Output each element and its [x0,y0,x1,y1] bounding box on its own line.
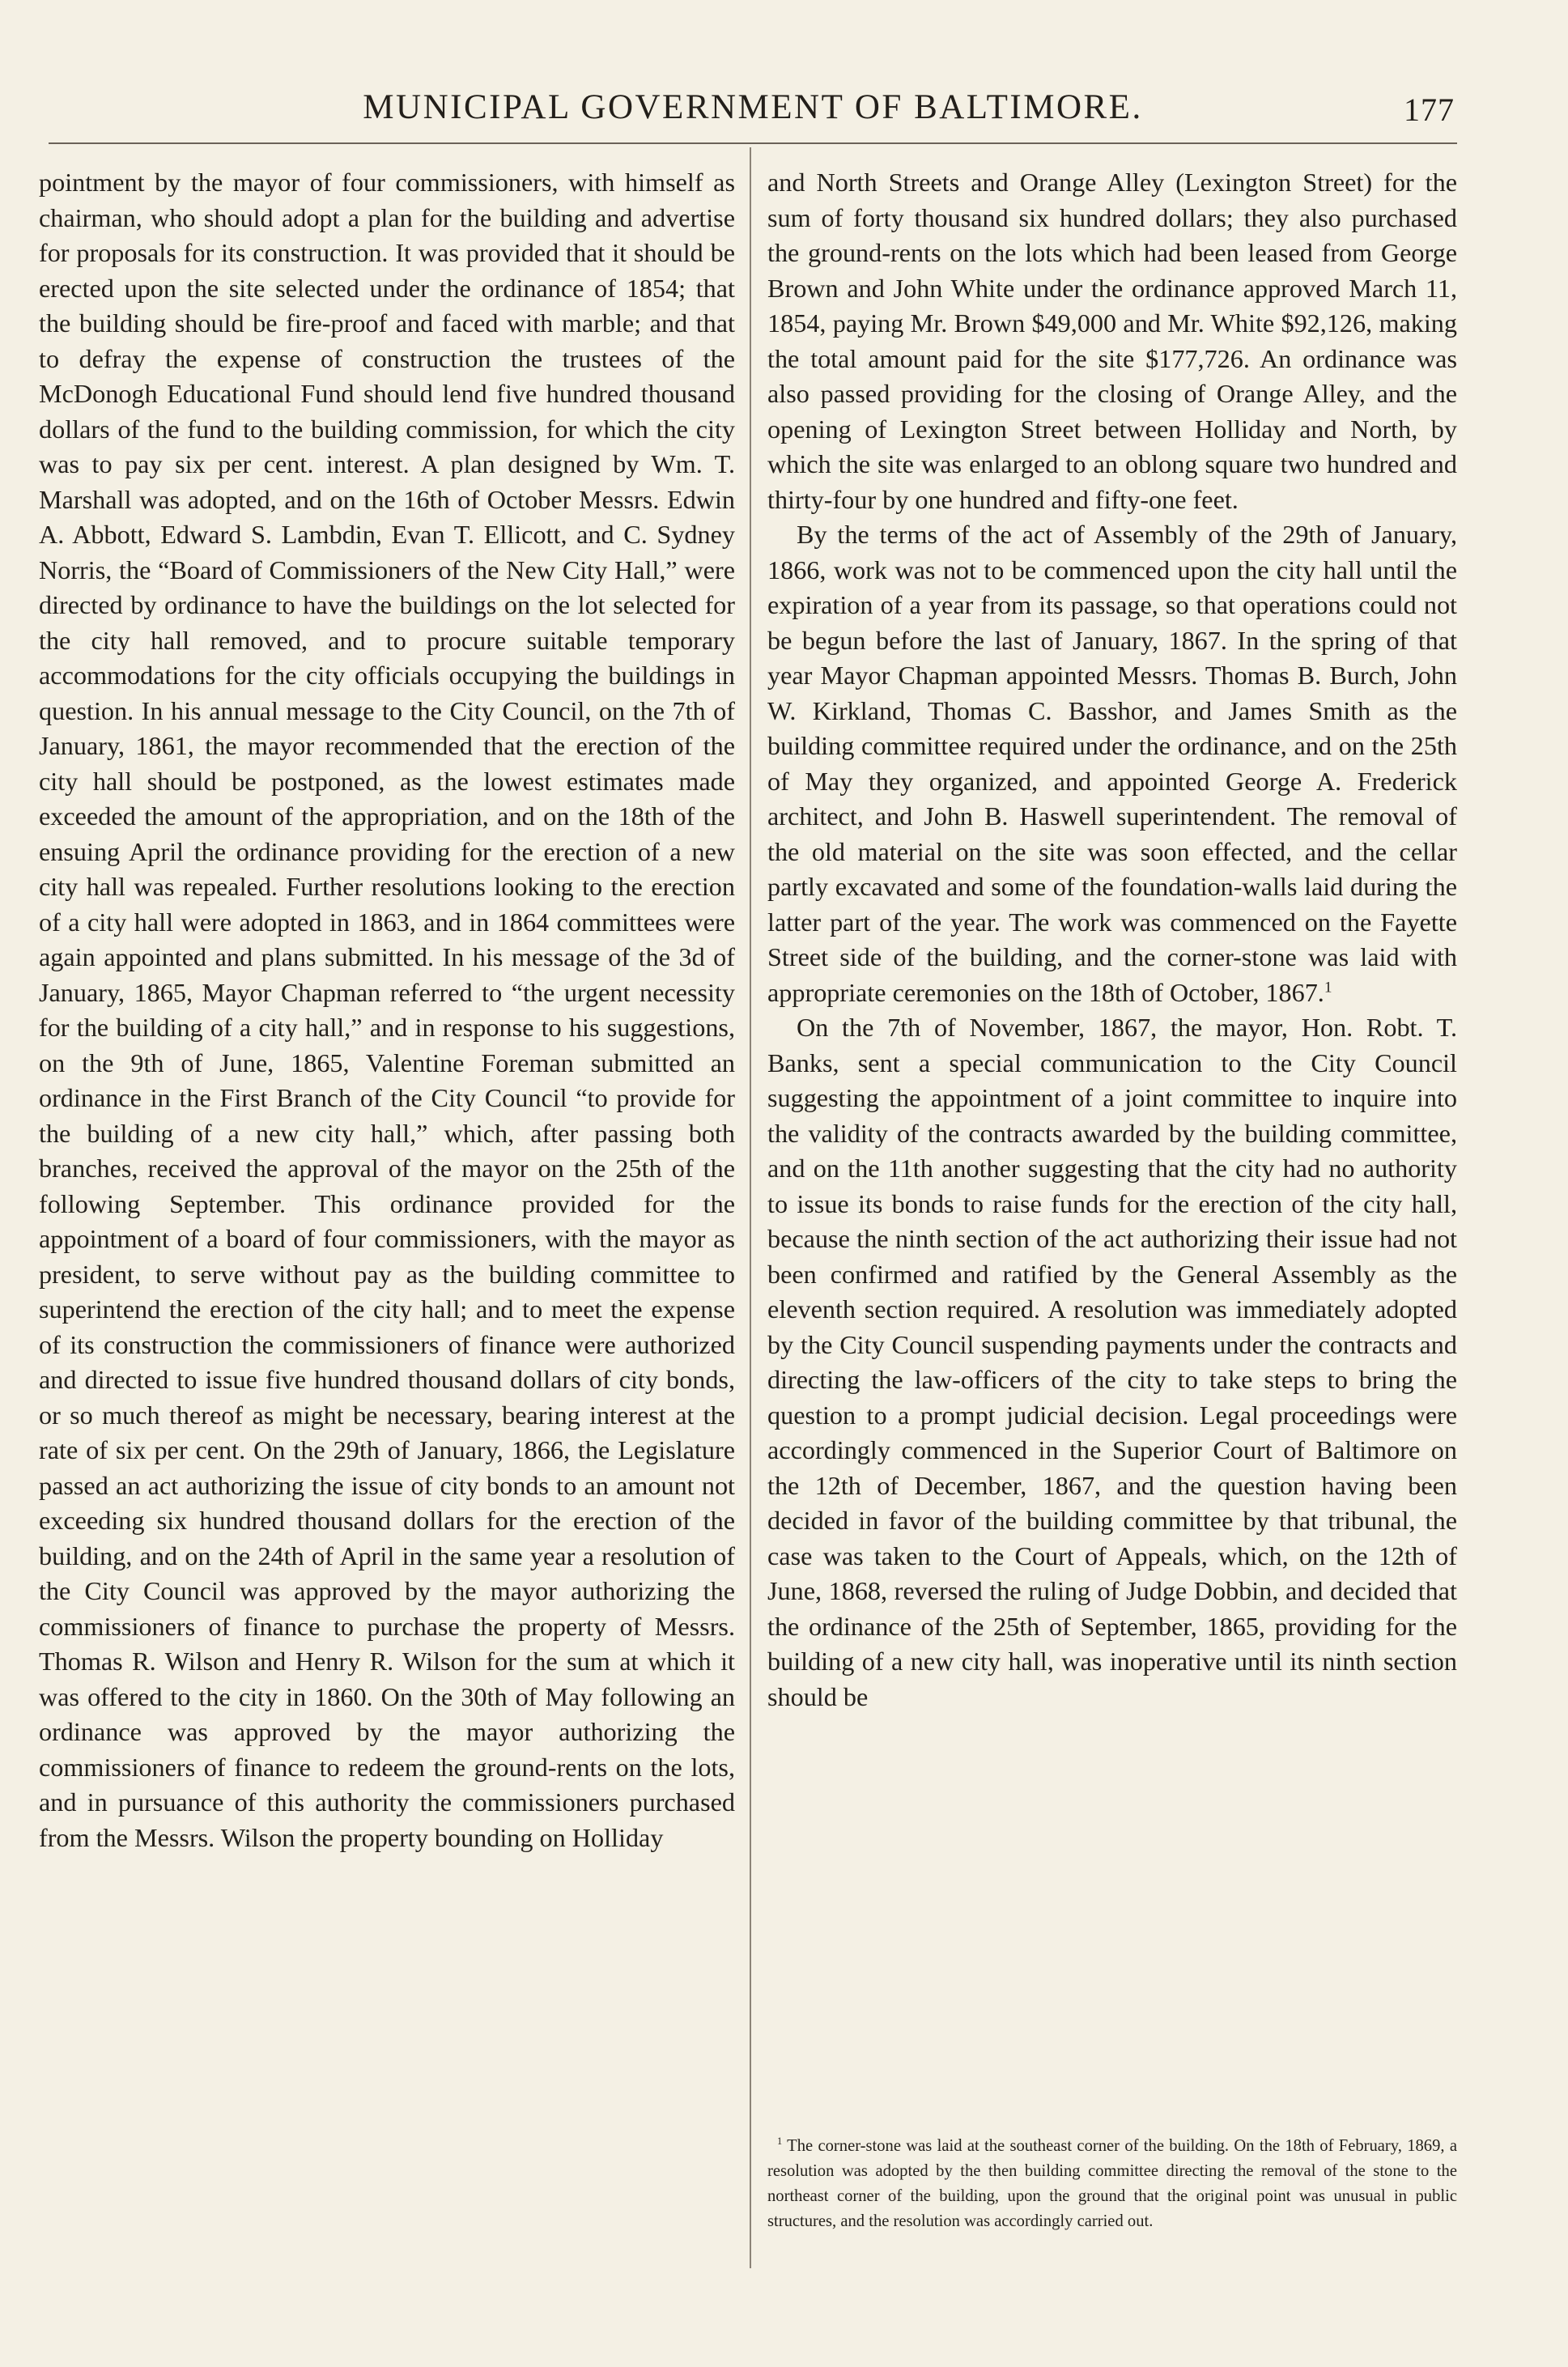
right-paragraph-3: On the 7th of November, 1867, the mayor, Hon. Robt. T. Banks, sent a special communication to the City Council suggesting the appointment of a joint committee to inquire into the validity of the contracts awarded by the building committee, and on the 11th another suggesting that the city had no authority to issue its bonds to raise funds for the erection of the city hall, because the ninth section of the act authorizing their issue had not been confirmed and ratified by the General Assembly as the eleventh section required. A resolution was immediately adopted by the City Council suspending payments under the contracts and directing the law-officers of the city to take steps to bring the question to a prompt judicial decision. Legal proceedings were accordingly commenced in the Superior Court of Baltimore on the 12th of December, 1867, and the question having been decided in favor of the building committee by that tribunal, the case was taken to the Court of Appeals, which, on the 12th of June, 1868, reversed the ruling of Judge Dobbin, and decided that the ordinance of the 25th of September, 1865, providing for the building of a new city hall, was inoperative until its ninth section should be [767,1013,1457,1711]
footnote-marker: 1 [777,2135,783,2148]
right-paragraph-2 [767,517,1457,1010]
right-paragraph-1: and North Streets and Orange Alley (Lexington Street) for the sum of forty thousand six hundred dollars; they also purchased the ground-rents on the lots which had been leased from George Brown and John White under the ordinance approved March 11, 1854, paying Mr. Brown $49,000 and Mr. White $92,126, making the total amount paid for the site $177,726. An ordinance was also passed providing for the closing of Orange Alley, and the opening of Lexington Street between Holliday and North, by which the site was enlarged to an oblong square two hundred and thirty-four by one hundred and fifty-one feet. [767,168,1457,514]
right-column [767,165,1457,1715]
running-title: MUNICIPAL GOVERNMENT OF BALTIMORE. [363,88,1143,126]
footnote-paragraph [767,2134,1457,2234]
footnote-reference: 1 [1324,978,1332,996]
column-divider [750,147,751,2268]
footnote [767,2134,1457,2234]
header-rule [49,142,1457,144]
left-column [39,165,735,1855]
left-paragraph-1: pointment by the mayor of four commissioners, with himself as chairman, who should adopt a plan for the building and advertise for proposals for its construction. It was provided that it should be erected upon the site selected under the ordinance of 1854; that the building should be fire-proof and faced with marble; and that to defray the expense of construction the trustees of the McDonogh Educational Fund should lend five hundred thousand dollars of the fund to the building commission, for which the city was to pay six per cent. interest. A plan designed by Wm. T. Marshall was adopted, and on the 16th of October Messrs. Edwin A. Abbott, Edward S. Lambdin, Evan T. Ellicott, and C. Sydney Norris, the “Board of Commissioners of the New City Hall,” were directed by ordinance to have the buildings on the lot selected for the city hall removed, and to procure suitable temporary accommodations for the city officials occupying the buildings in question. In his annual message to the City Council, on the 7th of January, 1861, the mayor recommended that the erection of the city hall should be postponed, as the lowest estimates made exceeded the amount of the appropriation, and on the 18th of the ensuing April the ordinance providing for the erection of a new city hall was repealed. Further resolutions looking to the erection of a city hall were adopted in 1863, and in 1864 committees were again appointed and plans submitted. In his message of the 3d of January, 1865, Mayor Chapman referred to “the urgent necessity for the building of a city hall,” and in response to his suggestions, on the 9th of June, 1865, Valentine Foreman submitted an ordinance in the First Branch of the City Council “to provide for the building of a new city hall,” which, after passing both branches, received the approval of the mayor on the 25th of the following September. This ordinance provided for the appointment of a board of four commissioners, with the mayor as president, to serve without pay as the building committee to superintend the erection of the city hall; and to meet the expense of its construction the commissioners of finance were authorized and directed to issue five hundred thousand dollars of city bonds, or so much thereof as might be necessary, bearing interest at the rate of six per cent. On the 29th of January, 1866, the Legislature passed an act authorizing the issue of city bonds to an amount not exceeding six hundred thousand dollars for the erection of the building, and on the 24th of April in the same year a resolution of the City Council was approved by the mayor authorizing the commissioners of finance to purchase the property of Messrs. Thomas R. Wilson and Henry R. Wilson for the sum at which it was offered to the city in 1860. On the 30th of May following an ordinance was approved by the mayor authorizing the commissioners of finance to redeem the ground-rents on the lots, and in pursuance of this authority the commissioners purchased from the Messrs. Wilson the property bounding on Holliday [39,168,735,1852]
footnote-text: The corner-stone was laid at the southeast corner of the building. On the 18th of February, 1869, a resolution was adopted by the then building committee directing the removal of the stone to the northeast corner of the building, upon the ground that the original point was unusual in public structures, and the resolution was accordingly carried out. [767,2137,1458,2230]
right-paragraph-2-text: By the terms of the act of Assembly of the 29th of January, 1866, work was not to be commenced upon the city hall until the expiration of a year from its passage, so that operations could not be begun before the last of January, 1867. In the spring of that year Mayor Chapman appointed Messrs. Thomas B. Burch, John W. Kirkland, Thomas C. Basshor, and James Smith as the building committee required under the ordinance, and on the 25th of May they organized, and appointed George A. Frederick architect, and John B. Haswell superintendent. The removal of the old material on the site was soon effected, and the cellar partly excavated and some of the foundation-walls laid during the latter part of the year. The work was commenced on the Fayette Street side of the building, and the corner-stone was laid with appropriate ceremonies on the 18th of October, 1867. [767,520,1457,1007]
page-number: 177 [1404,91,1455,128]
